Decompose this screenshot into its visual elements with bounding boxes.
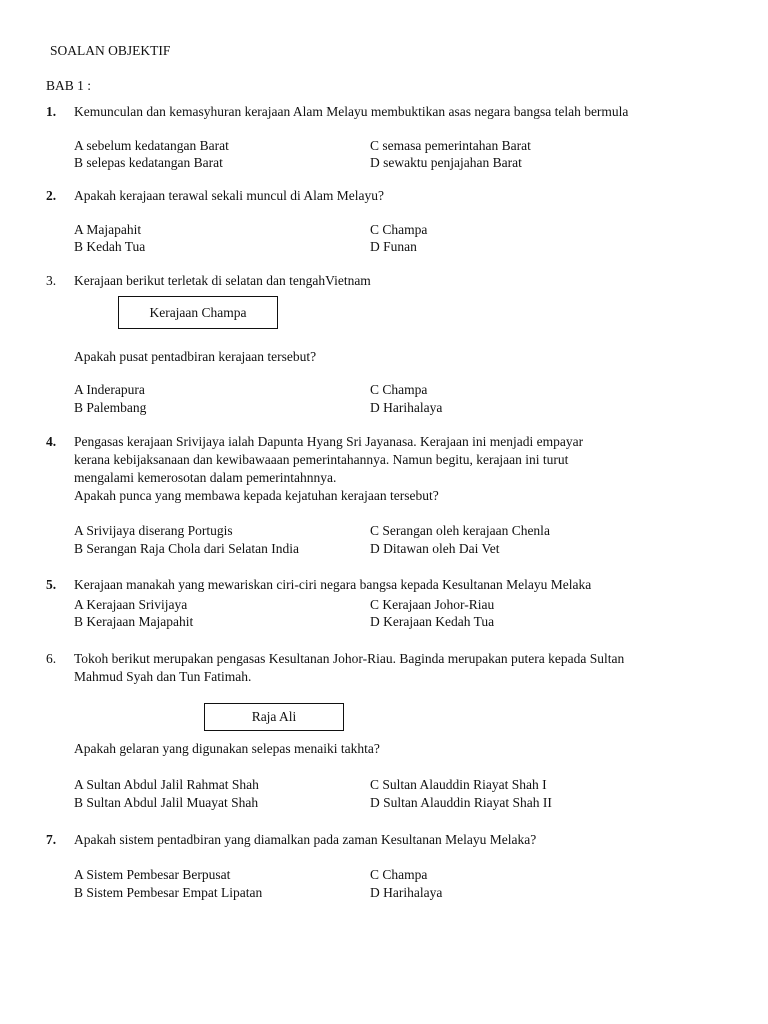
option-c: C Kerajaan Johor-Riau bbox=[370, 597, 495, 612]
question-number: 1. bbox=[46, 104, 57, 119]
question-stem: Apakah kerajaan terawal sekali muncul di Alam Melayu? bbox=[74, 188, 385, 203]
question-prompt: Apakah pusat pentadbiran kerajaan tersebut? bbox=[74, 349, 317, 364]
option-a: A Sultan Abdul Jalil Rahmat Shah bbox=[74, 777, 259, 792]
option-b: B Sistem Pembesar Empat Lipatan bbox=[74, 885, 263, 900]
question-number: 5. bbox=[46, 577, 57, 592]
option-b: B Kedah Tua bbox=[74, 239, 146, 254]
chapter-label: BAB 1 : bbox=[46, 78, 92, 93]
option-c: C Champa bbox=[370, 382, 428, 397]
option-a: A sebelum kedatangan Barat bbox=[74, 138, 229, 153]
option-d: D Harihalaya bbox=[370, 885, 443, 900]
option-c: C semasa pemerintahan Barat bbox=[370, 138, 531, 153]
question-stem: Kemunculan dan kemasyhuran kerajaan Alam Melayu membuktikan asas negara bangsa telah bermula bbox=[74, 104, 629, 119]
option-c: C Sultan Alauddin Riayat Shah I bbox=[370, 777, 547, 792]
worksheet-title: SOALAN OBJEKTIF bbox=[50, 43, 171, 58]
stimulus-box bbox=[204, 703, 344, 731]
option-c: C Serangan oleh kerajaan Chenla bbox=[370, 523, 550, 538]
option-b: B selepas kedatangan Barat bbox=[74, 155, 223, 170]
option-a: A Srivijaya diserang Portugis bbox=[74, 523, 233, 538]
option-d: D Funan bbox=[370, 239, 417, 254]
option-a: A Majapahit bbox=[74, 222, 142, 237]
question-number: 3. bbox=[46, 273, 57, 288]
question-number: 2. bbox=[46, 188, 57, 203]
stimulus-text: Kerajaan Champa bbox=[149, 304, 247, 320]
option-d: D sewaktu penjajahan Barat bbox=[370, 155, 522, 170]
stimulus-box bbox=[118, 296, 278, 329]
option-c: C Champa bbox=[370, 222, 428, 237]
question-stem: Kerajaan manakah yang mewariskan ciri-ciri negara bangsa kepada Kesultanan Melayu Melaka bbox=[74, 577, 592, 592]
stimulus-text: Raja Ali bbox=[251, 709, 297, 724]
option-b: B Sultan Abdul Jalil Muayat Shah bbox=[74, 795, 259, 810]
option-a: A Sistem Pembesar Berpusat bbox=[74, 867, 231, 882]
option-b: B Palembang bbox=[74, 400, 147, 415]
question-stem-line-4: Apakah punca yang membawa kepada kejatuhan kerajaan tersebut? bbox=[74, 488, 439, 503]
question-stem-line-2: kerana kebijaksanaan dan kewibawaaan pemerintahannya. Namun begitu, kerajaan ini turut bbox=[74, 452, 569, 467]
question-stem-line-3: mengalami kemerosotan dalam pemerintahnnya. bbox=[74, 470, 337, 485]
question-stem-line-1: Tokoh berikut merupakan pengasas Kesultanan Johor-Riau. Baginda merupakan putera kepada Sultan bbox=[74, 651, 625, 666]
option-a: A Inderapura bbox=[74, 382, 145, 397]
question-stem: Kerajaan berikut terletak di selatan dan tengahVietnam bbox=[74, 273, 371, 288]
question-prompt: Apakah gelaran yang digunakan selepas menaiki takhta? bbox=[74, 741, 380, 756]
question-stem-line-2: Mahmud Syah dan Tun Fatimah. bbox=[74, 669, 252, 684]
question-number: 6. bbox=[46, 651, 57, 666]
question-stem: Apakah sistem pentadbiran yang diamalkan pada zaman Kesultanan Melayu Melaka? bbox=[74, 832, 537, 847]
question-number: 4. bbox=[46, 434, 57, 449]
option-d: D Kerajaan Kedah Tua bbox=[370, 614, 495, 629]
option-c: C Champa bbox=[370, 867, 428, 882]
option-d: D Harihalaya bbox=[370, 400, 443, 415]
option-d: D Ditawan oleh Dai Vet bbox=[370, 541, 500, 556]
question-number: 7. bbox=[46, 832, 57, 847]
question-stem-line-1: Pengasas kerajaan Srivijaya ialah Dapunta Hyang Sri Jayanasa. Kerajaan ini menjadi empayar bbox=[74, 434, 584, 449]
option-d: D Sultan Alauddin Riayat Shah II bbox=[370, 795, 552, 810]
option-b: B Serangan Raja Chola dari Selatan India bbox=[74, 541, 299, 556]
option-a: A Kerajaan Srivijaya bbox=[74, 597, 188, 612]
option-b: B Kerajaan Majapahit bbox=[74, 614, 194, 629]
